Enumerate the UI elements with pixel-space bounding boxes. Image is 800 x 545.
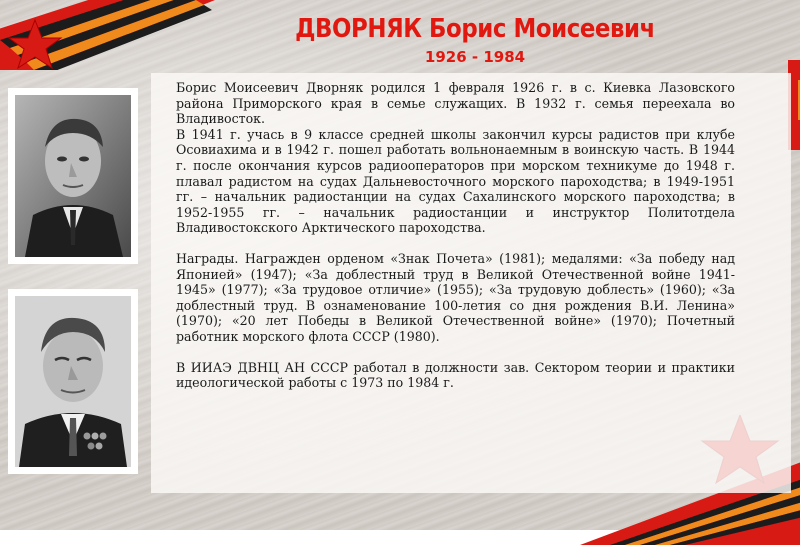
life-years: 1926 - 1984 <box>424 48 526 66</box>
person-name-title: ДВОРНЯК Борис Моисеевич <box>295 14 655 44</box>
bio-paragraph-awards: Награды. Награжден орденом «Знак Почета» (1981); медалями: «За победу над Японией» (1947); «За доблестный труд в Великой Отечественной войне 1941-1945» (1977); «За трудовое отличие» (1955); «За трудовую доблесть» (1960); «За доблестный труд. В ознаменование 100-летия со дня рождения В.И. Ленина» (1970); «20 лет Победы в Великой Отечественной войне» (1970); Почетный работник морского флота СССР (1980). <box>176 250 735 344</box>
portrait-photo-older <box>8 289 138 474</box>
bio-paragraph-institute: В ИИАЭ ДВНЦ АН СССР работал в должности зав. Сектором теории и практики идеологической работы с 1973 по 1984 г. <box>176 359 735 391</box>
biography-text <box>176 80 735 406</box>
portrait-photo-young <box>8 88 138 264</box>
bio-paragraph-birth: Борис Моисеевич Дворняк родился 1 февраля 1926 г. в с. Киевка Лазовского района Приморского края в семье служащих. В 1932 г. семья переехала во Владивосток. <box>176 80 735 127</box>
bio-paragraph-career: В 1941 г. учась в 9 классе средней школы закончил курсы радистов при клубе Осовиахима и в 1942 г. пошел работать вольнонаемным в воинскую часть. В 1944 г. после окончания курсов радиооператоров при морском техникуме до 1948 г. плавал радистом на судах Дальневосточного морского пароходства; в 1949-1951 гг. – начальник радиостанции на судах Сахалинского морского пароходства; в 1952-1955 гг. – начальник радиостанции и инструктор Политотдела Владивостокского Арктического пароходства. <box>176 126 735 236</box>
